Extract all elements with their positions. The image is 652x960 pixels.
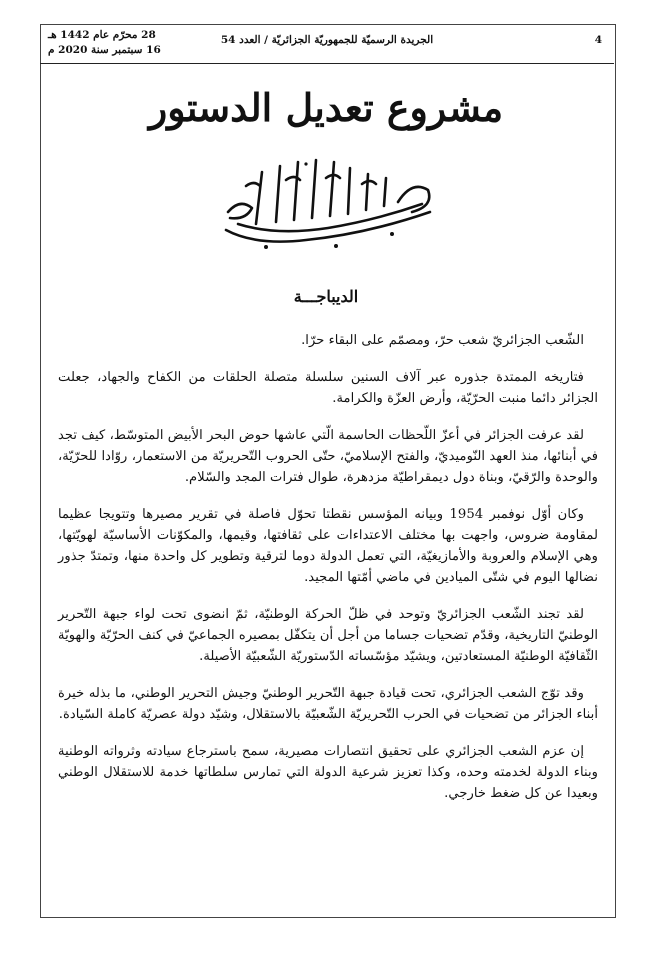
- page-header: [40, 24, 614, 64]
- paragraph: وكان أوّل نوفمبر 1954 وبيانه المؤسس نقطتا تحوّل فاصلة في تقرير مصيرها وتتويجا عظيما لمقاومة ضروس، واجهت بها مختلف الاعتداءات على ثقافتها، وقيمها، والمكوّنات الأساسيّة لهويّتها، وهي الإسلام والعروبة والأمازيغيّة، التي تعمل الدولة دوما لترقية وتطوير كل واحدة منها، وتمتدّ جذور نضالها اليوم في شتّى الميادين في ماضي أمّتها المجيد.: [58, 507, 598, 585]
- preamble-body: [58, 330, 598, 820]
- date-hijri: 28 محرّم عام 1442 هـ: [48, 29, 156, 41]
- document-title: مشروع تعديل الدستور: [148, 85, 504, 130]
- paragraph: وقد توّج الشعب الجزائري، تحت قيادة جبهة التّحرير الوطنيّ وجيش التحرير الوطني، ما بذله خيرة أبناء الجزائر من تضحيات في الحرب التّحريريّة الشّعبيّة بالاستقلال، وشيّد دولة عصريّة كاملة السّيادة.: [58, 686, 598, 722]
- paragraph: لقد تجند الشّعب الجزائريّ وتوحد في ظلّ الحركة الوطنيّة، ثمّ انضوى تحت لواء جبهة التّحرير الوطنيّ التاريخية، وقدّم تضحيات جساما من أجل أن يتكفّل بمصيره الجماعيّ في كنف الحرّيّة والهويّة الثّقافيّة الوطنيّة المستعادتين، ويشيّد مؤسّساته الدّستوريّة الشّعبيّة الأصيلة.: [58, 607, 598, 664]
- paragraph: الشّعب الجزائريّ شعب حرّ، ومصمّم على البقاء حرّا.: [301, 333, 584, 348]
- basmala-calligraphy: [216, 150, 440, 254]
- preamble-heading: الديباجـــة: [293, 287, 359, 306]
- date-gregorian: 16 سبتمبر سنة 2020 م: [48, 44, 161, 56]
- paragraph: إن عزم الشعب الجزائري على تحقيق انتصارات مصيرية، سمح باسترجاع سيادته وثرواته الوطنية وبناء الدولة لخدمته وحده، وكذا تعزيز شرعية الدولة التي تمارس سلطاتها خدمة للاستقلال الوطني وبعيدا عن كل ضغط خارجي.: [58, 744, 598, 801]
- paragraph: فتاريخه الممتدة جذوره عبر آلاف السنين سلسلة متصلة الحلقات من الكفاح والجهاد، جعلت الجزائر دائما منبت الحرّيّة، وأرض العزّة والكرامة.: [58, 370, 598, 406]
- gazette-title: الجريدة الرسميّة للجمهوريّة الجزائريّة / العدد 54: [220, 34, 434, 46]
- page-number: 4: [594, 34, 602, 46]
- paragraph: لقد عرفت الجزائر في أعزّ اللّحظات الحاسمة الّتي عاشها حوض البحر الأبيض المتوسّط، كيف تجد في أبنائها، منذ العهد النّوميديّ، والفتح الإسلاميّ، حتّى الحروب التّحريريّة من الاستعمار، روّادا للحرّيّة، والوحدة والرّقيّ، وبناة دول ديمقراطيّة مزدهرة، طوال فترات المجد والسّلام.: [58, 428, 598, 485]
